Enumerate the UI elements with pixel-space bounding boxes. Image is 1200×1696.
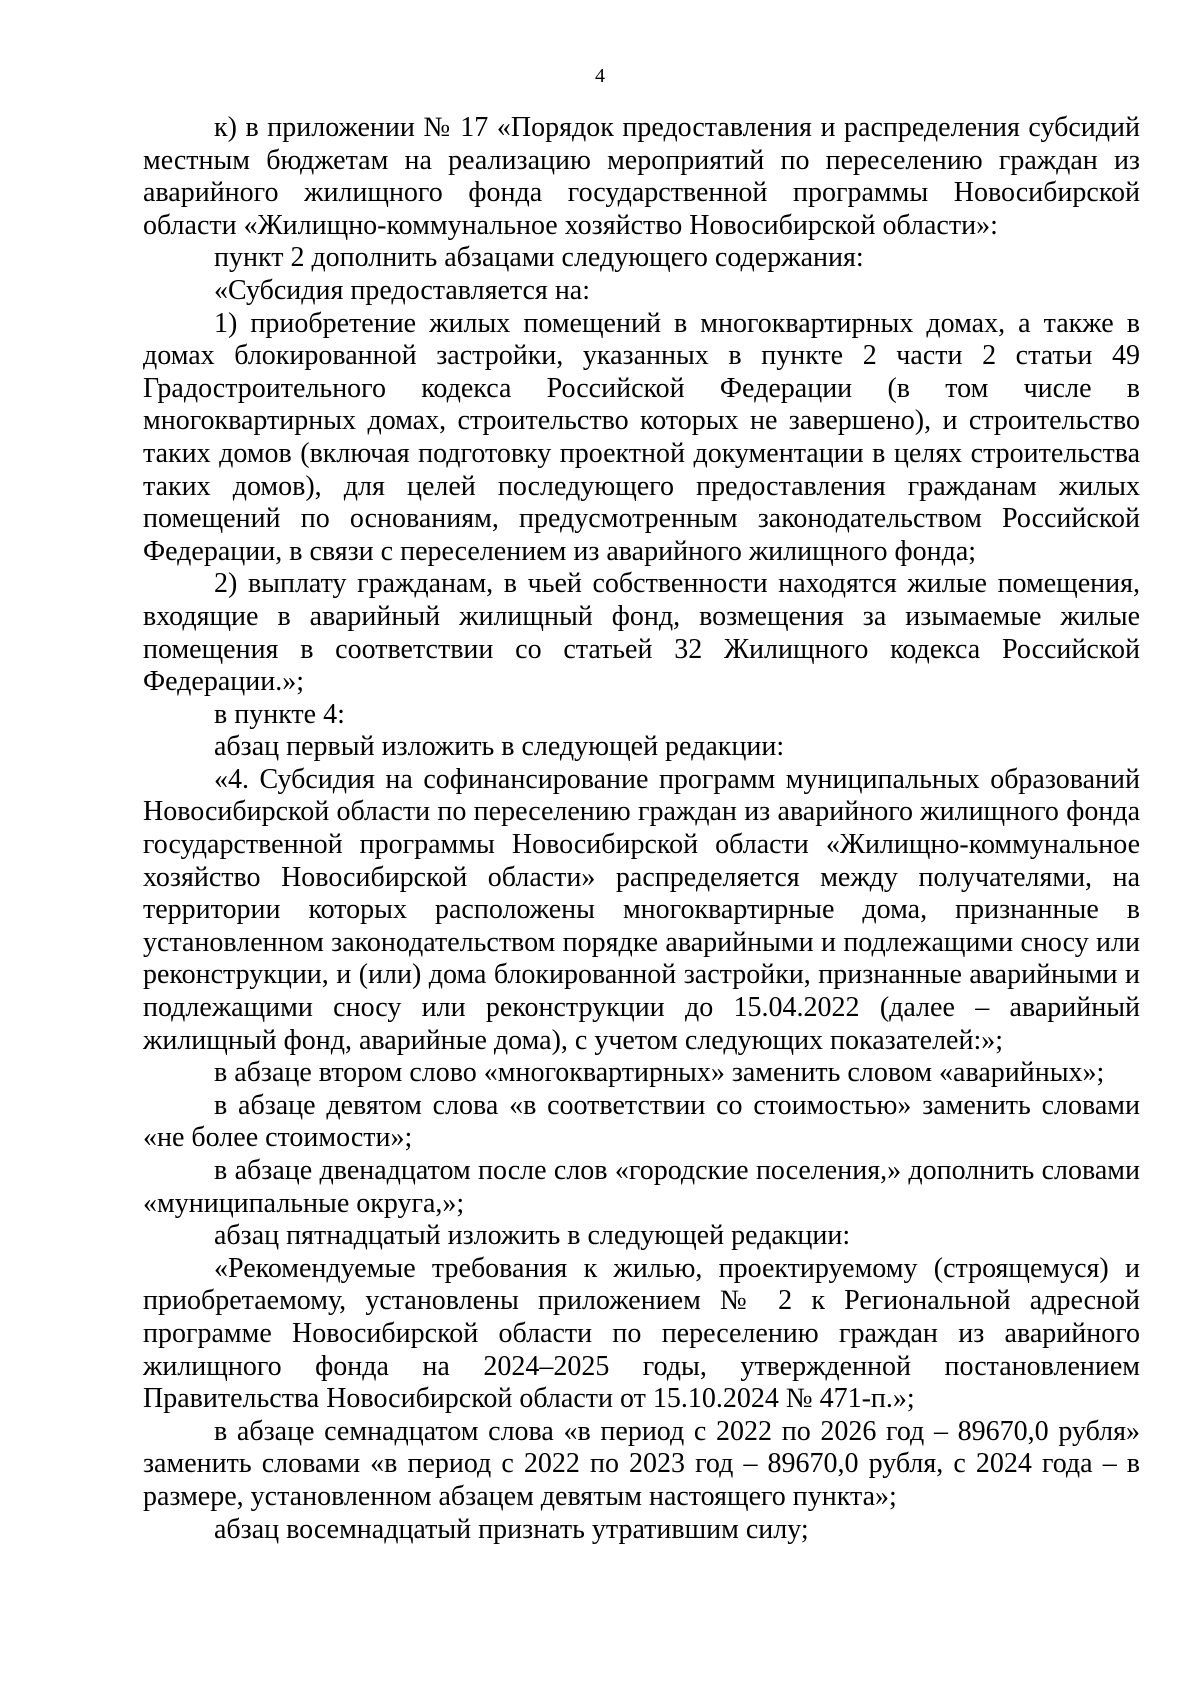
- paragraph-twelfth-abzac: в абзаце двенадцатом после слов «городские поселения,» дополнить словами «муниципальные округа,»;: [143, 1155, 1140, 1219]
- paragraph-recommended-requirements: «Рекомендуемые требования к жилью, проектируемому (строящемуся) и приобретаемому, установлены приложением № 2 к Региональной адресной программе Новосибирской области по переселению граждан из аварийного жилищного фонда на 2024–2025 годы, утвержденной постановлением Правительства Новосибирской области от 15.10.2024 № 471-п.»;: [143, 1252, 1140, 1415]
- paragraph-second-abzac: в абзаце втором слово «многоквартирных» заменить словом «аварийных»;: [214, 1057, 1105, 1089]
- paragraph-item-2: 2) выплату гражданам, в чьей собственности находятся жилые помещения, входящие в аварийный жилищный фонд, возмещения за изымаемые жилые помещения в соответствии со статьей 32 Жилищного кодекса Российской Федерации.»;: [143, 568, 1140, 698]
- paragraph-item-1: 1) приобретение жилых помещений в многоквартирных домах, а также в домах блокированной застройки, указанных в пункте 2 части 2 статьи 49 Градостроительного кодекса Российской Федерации (в том числе в многоквартирных домах, строительство которых не завершено), и строительство таких домов (включая подготовку проектной документации в целях строительства таких домов), для целей последующего предоставления гражданам жилых помещений по основаниям, предусмотренным законодательством Российской Федерации, в связи с переселением из аварийного жилищного фонда;: [143, 307, 1140, 567]
- paragraph-ninth-abzac: в абзаце девятом слова «в соответствии со стоимостью» заменить словами «не более стоимости»;: [143, 1089, 1140, 1154]
- paragraph-subsidy-provided: «Субсидия предоставляется на:: [214, 274, 591, 306]
- paragraph-point-4: в пункте 4:: [214, 698, 345, 730]
- paragraph-point-4-text: «4. Субсидия на софинансирование программ муниципальных образований Новосибирской области по переселению граждан из аварийного жилищного фонда государственной программы Новосибирской области «Жилищно-коммунальное хозяйство Новосибирской области» распределяется между получателями, на территории которых расположены многоквартирные дома, признанные в установленном законодательством порядке аварийными и подлежащими сносу или реконструкции, и (или) дома блокированной застройки, признанные аварийными и подлежащими сносу или реконструкции до 15.04.2022 (далее – аварийный жилищный фонд, аварийные дома), с учетом следующих показателей:»;: [143, 763, 1140, 1056]
- paragraph-first-abzac: абзац первый изложить в следующей редакции:: [214, 731, 785, 763]
- paragraph-eighteenth-abzac: абзац восемнадцатый признать утратившим силу;: [214, 1513, 809, 1545]
- paragraph-appendix-17: к) в приложении № 17 «Порядок предоставления и распределения субсидий местным бюджетам на реализацию мероприятий по переселению граждан из аварийного жилищного фонда государственной программы Новосибирской области «Жилищно-коммунальное хозяйство Новосибирской области»:: [143, 112, 1140, 241]
- paragraph-seventeenth-abzac: в абзаце семнадцатом слова «в период с 2022 по 2026 год – 89670,0 рубля» заменить словами «в период с 2022 по 2023 год – 89670,0 рубля, с 2024 года – в размере, установленном абзацем девятым настоящего пункта»;: [143, 1415, 1140, 1512]
- paragraph-point-2-amend: пункт 2 дополнить абзацами следующего содержания:: [214, 242, 864, 274]
- page-number: 4: [595, 65, 605, 87]
- paragraph-fifteenth-abzac: абзац пятнадцатый изложить в следующей редакции:: [214, 1220, 851, 1252]
- document-body: [143, 112, 1140, 1546]
